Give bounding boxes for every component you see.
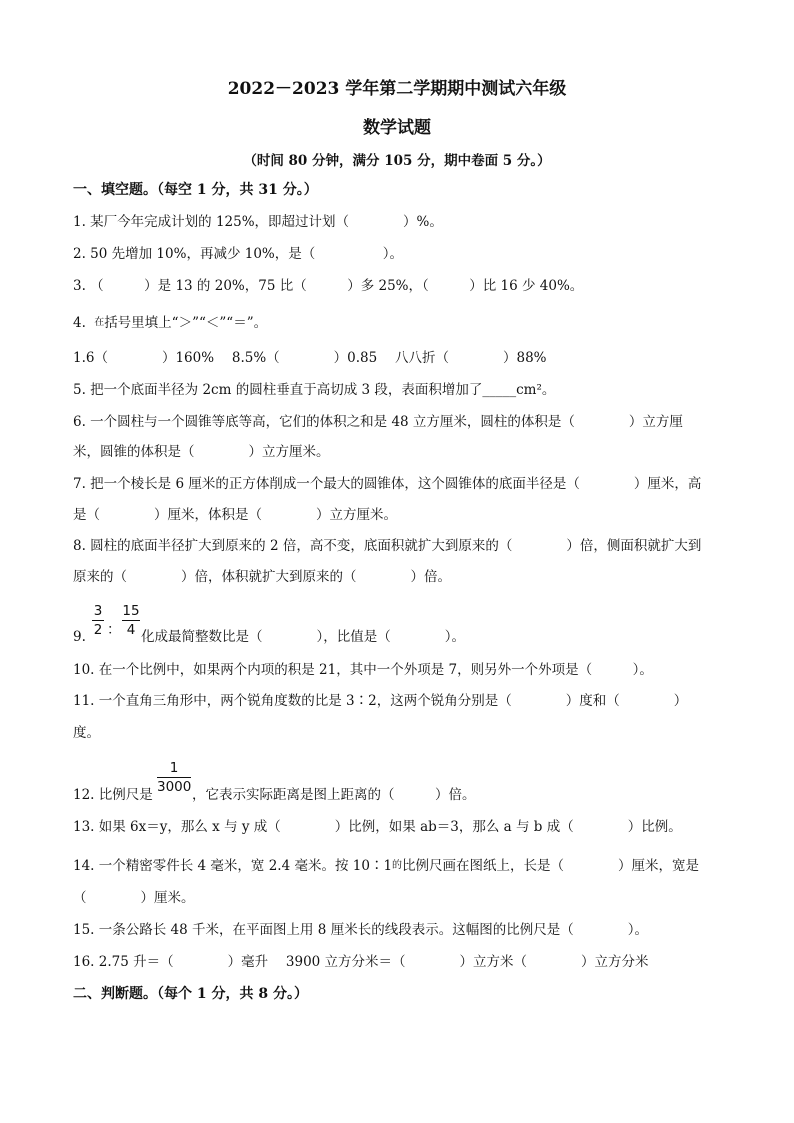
question-12-numerator: 1 — [169, 760, 179, 776]
fraction-bar — [92, 620, 104, 621]
section-judge-heading: 二、判断题。（每个 1 分，共 8 分。） — [73, 986, 308, 1002]
question-3: 3. （ ）是 13 的 20%，75 比（ ）多 25%，（ ）比 16 少 40%。 — [73, 278, 584, 294]
question-14-text-b: 比例尺画在图纸上，长是（ ）厘米，宽是 — [402, 858, 700, 874]
question-9-colon: ： — [107, 622, 121, 638]
question-9-text: 化成最简整数比是（ ），比值是（ ）。 — [141, 629, 465, 645]
question-4 — [73, 314, 267, 332]
question-12-text: ，它表示实际距离是图上距离的（ ）倍。 — [192, 787, 476, 803]
question-11-line-2: 度。 — [73, 725, 100, 741]
question-4-text: 括号里填上“＞”“＜”“＝”。 — [104, 315, 268, 331]
question-12-prefix: 12. 比例尺是 — [73, 787, 153, 803]
question-9-fraction-1 — [92, 603, 104, 638]
exam-info: （时间 80 分钟，满分 105 分，期中卷面 5 分。） — [243, 153, 551, 169]
question-13: 13. 如果 6x＝y，那么 x 与 y 成（ ）比例，如果 ab＝3，那么 a 与 b 成（ ）比例。 — [73, 819, 682, 835]
fraction-bar — [122, 620, 140, 621]
question-4-items: 1.6（ ）160% 8.5%（ ）0.85 八八折（ ）88% — [73, 350, 547, 366]
question-14-small-char: 的 — [392, 860, 403, 871]
question-9-fraction-2 — [122, 603, 140, 638]
question-9-fraction-1-denominator: 2 — [93, 622, 103, 638]
question-14-text-a: 14. 一个精密零件长 4 毫米，宽 2.4 毫米。按 10∶1 — [73, 858, 393, 874]
question-1: 1. 某厂今年完成计划的 125%，即超过计划（ ）%。 — [73, 214, 443, 230]
question-7-line-1: 7. 把一个棱长是 6 厘米的正方体削成一个最大的圆锥体，这个圆锥体的底面半径是（ ）厘米，高 — [73, 476, 702, 492]
question-2: 2. 50 先增加 10%，再减少 10%，是（ ）。 — [73, 246, 403, 262]
question-14-line-1 — [73, 857, 699, 875]
question-12-fraction — [157, 760, 191, 795]
question-14-line-2: （ ）厘米。 — [73, 890, 195, 906]
question-12-denominator: 3000 — [157, 779, 192, 795]
fraction-bar — [157, 777, 191, 778]
question-9-fraction-2-denominator: 4 — [126, 622, 136, 638]
question-11-line-1: 11. 一个直角三角形中，两个锐角度数的比是 3∶2，这两个锐角分别是（ ）度和（ ） — [73, 693, 688, 709]
question-16: 16. 2.75 升＝（ ）毫升 3900 立方分米＝（ ）立方米（ ）立方分米 — [73, 954, 649, 970]
question-4-number: 4. — [73, 315, 86, 331]
question-7-line-2: 是（ ）厘米，体积是（ ）立方厘米。 — [73, 507, 397, 523]
question-8-line-2: 原来的（ ）倍，体积就扩大到原来的（ ）倍。 — [73, 569, 451, 585]
question-9-fraction-2-numerator: 15 — [122, 603, 140, 619]
question-4-small-char: 在 — [94, 317, 105, 328]
exam-title: 2022－2023 学年第二学期期中测试六年级 — [227, 79, 567, 99]
question-15: 15. 一条公路长 48 千米，在平面图上用 8 厘米长的线段表示。这幅图的比例尺是（ ）。 — [73, 922, 648, 938]
section-fill-heading: 一、填空题。（每空 1 分，共 31 分。） — [73, 182, 318, 198]
question-6-line-1: 6. 一个圆柱与一个圆锥等底等高，它们的体积之和是 48 立方厘米，圆柱的体积是（ ）立方厘 — [73, 414, 683, 430]
question-9-number: 9. — [73, 629, 86, 645]
question-6-line-2: 米，圆锥的体积是（ ）立方厘米。 — [73, 444, 330, 460]
question-10: 10. 在一个比例中，如果两个内项的积是 21，其中一个外项是 7，则另外一个外项是（ ）。 — [73, 662, 653, 678]
question-9-fraction-1-numerator: 3 — [93, 603, 103, 619]
question-8-line-1: 8. 圆柱的底面半径扩大到原来的 2 倍，高不变，底面积就扩大到原来的（ ）倍，侧面积就扩大到 — [73, 538, 702, 554]
exam-subtitle: 数学试题 — [363, 118, 431, 138]
question-5: 5. 把一个底面半径为 2cm 的圆柱垂直于高切成 3 段，表面积增加了_____cm²。 — [73, 382, 556, 398]
